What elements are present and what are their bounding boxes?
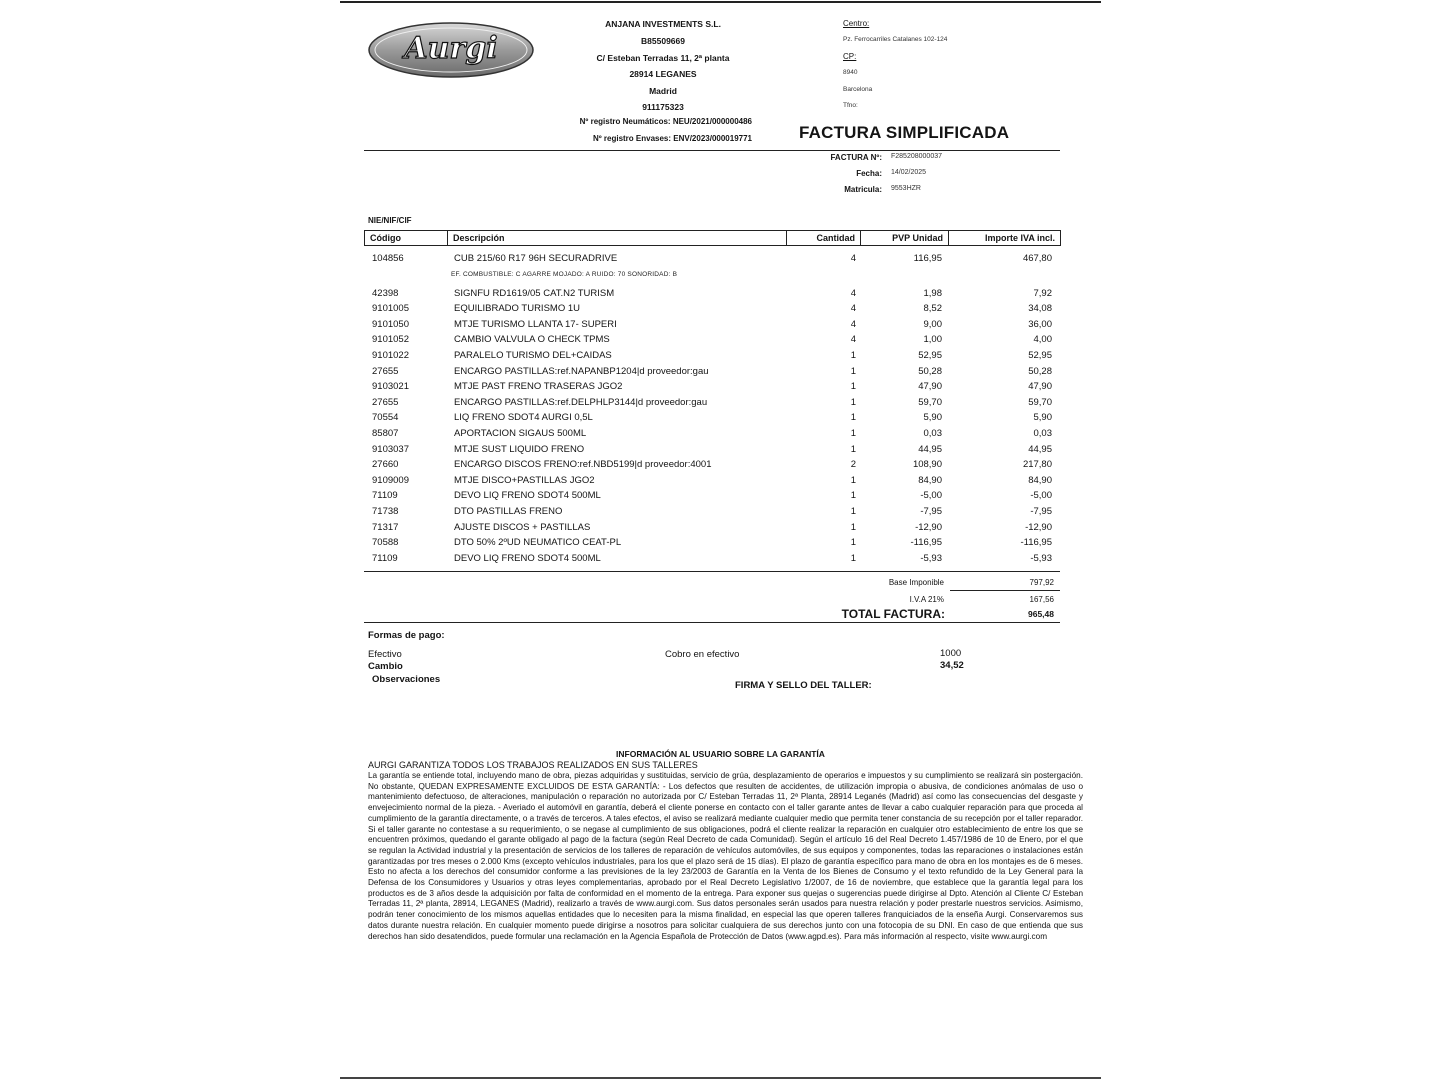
row-unit-price: 116,95	[913, 253, 942, 264]
row-code: 27655	[372, 365, 399, 377]
legal-subtitle: AURGI GARANTIZA TODOS LOS TRABAJOS REALIZADOS EN SUS TALLERES	[368, 760, 698, 770]
total-value: 965,48	[1028, 609, 1054, 619]
table-row	[364, 319, 1060, 335]
table-row	[364, 553, 1060, 569]
row-code: 42398	[372, 287, 399, 299]
row-quantity: 1	[850, 349, 856, 361]
table-row	[364, 522, 1060, 538]
row-quantity: 4	[850, 287, 856, 299]
row-description: SIGNFU RD1619/05 CAT.N2 TURISM	[454, 287, 615, 299]
table-row	[364, 366, 1060, 382]
company-cif: B85509669	[641, 36, 685, 46]
row-code: 27655	[372, 396, 399, 408]
row-unit-price: 9,00	[923, 318, 942, 330]
row-description: DEVO LIQ FRENO SDOT4 500ML	[454, 490, 601, 502]
row-quantity: 1	[850, 537, 856, 549]
row-quantity: 4	[850, 253, 856, 264]
row-code: 71738	[372, 505, 399, 517]
row-total: 217,80	[1022, 459, 1052, 471]
items-table-body	[364, 253, 1060, 568]
row-code: 9101022	[372, 349, 409, 361]
cambio-value: 34,52	[940, 660, 964, 671]
fecha-label: Fecha:	[856, 169, 882, 178]
legal-body: La garantía se entiende total, incluyendo mano de obra, piezas adquiridas y sustituidas, servicio de grúa, desplazamiento de operarios e impuestos y su cumplimiento se realizará sin postergación. No obstante, QUEDAN EXPRESAMENTE EXCLUIDOS DE ESTA GARANTÍA: - Los defectos que resulten de accidentes, de utilización impropia o abusiva, de condiciones anómalas de uso o mantenimiento defectuoso, de alteraciones, manipulación o reparación no autorizada por C/ Esteban Terradas 11, 2ª Planta, 28914 Leganés (Madrid) así como las consecuencias del desgaste y envejecimiento normal de la pieza. - Averiado el automóvil en garantía, deberá el cliente ponerse en contacto con el taller garante antes de llevar a cabo cualquier reparación para que proceda al cumplimiento de la garantía directamente, o a través de terceros. A tales efectos, el aviso se realizará mediante cualquier medio que permita tener constancia de su recepción por el taller reparador. Si el taller garante no contestase a su requerimiento, o se negase al cumplimiento de sus obligaciones, podrá el cliente realizar la reparación en cualquier otro establecimiento de entre los que se encuentren próximos, quedando el garante obligado al pago de la factura (según Real Decreto de cada Comunidad). Según el artículo 16 del Real Decreto 1.457/1986 de 10 de Enero, por el que se regulan la Actividad industrial y la presentación de servicios de los talleres de reparación de vehículos automóviles, de sus equipos y componentes, todas las reparaciones o instalaciones están garantizadas por tres meses o 2.000 Kms (excepto vehículos industriales, para los que el plazo será de 15 días). El plazo de garantía específico para mano de obra en los montajes es de 6 meses. Esto no afecta a los derechos del consumidor conforme a las previsiones de la ley 23/2003 de Garantía en la Venta de los Bienes de Consumo y el texto refundido de la Ley General para la Defensa de los Consumidores y Usuarios y otras leyes complementarias, aprobado por el Real Decreto Legislativo 1/2007, de 16 de noviembre, que establece que la garantía legal para los productos es de 3 años desde la adquisición por falta de conformidad en el momento de la entrega. Para exponer sus quejas o sugerencias puede dirigirse al Dpto. Atención al Cliente C/ Esteban Terradas 11, 2ª planta, 28914, LEGANES (Madrid), realizarlo a través de www.aurgi.com. Sus datos personales serán usados para nuestra relación y poder prestarle nuestros servicios. Asimismo, podrán tener conocimiento de los mismos aquellas entidades que lo necesiten para la misma finalidad, en especial las que operen talleres franquiciados de la enseña Aurgi. Conservaremos sus datos durante nuestra relación. En cualquier momento puede dirigirse a nosotros para solicitar cualquiera de sus derechos junto con una fotocopia de su DNI. En caso de que entienda que sus derechos han sido desatendidos, puede formular una reclamación en la Agencia Española de Protección de Datos (www.agpd.es). Para más información al respecto, visite www.aurgi.com	[368, 771, 1083, 941]
header-divider	[364, 150, 1060, 151]
row-unit-price: 0,03	[923, 427, 942, 439]
row-unit-price: 44,95	[918, 443, 942, 455]
table-row	[364, 381, 1060, 397]
firma-label: FIRMA Y SELLO DEL TALLER:	[735, 680, 872, 691]
row-total: 47,90	[1028, 381, 1052, 393]
row-description: CAMBIO VALVULA O CHECK TPMS	[454, 334, 610, 346]
row-unit-price: 1,98	[923, 287, 942, 299]
table-row	[364, 537, 1060, 553]
row-unit-price: 1,00	[923, 334, 942, 346]
aurgi-logo	[368, 20, 535, 80]
iva-label: I.V.A 21%	[909, 595, 944, 604]
row-total: 0,03	[1033, 427, 1052, 439]
row-total: -12,90	[1025, 521, 1052, 533]
table-row	[364, 397, 1060, 413]
row-code: 9103037	[372, 443, 409, 455]
totals-bottom-line	[364, 622, 1060, 623]
col-desc: Descripción	[448, 231, 787, 246]
row-unit-price: 84,90	[918, 474, 942, 486]
total-label: TOTAL FACTURA:	[841, 607, 945, 621]
centro-label: Centro:	[843, 19, 870, 28]
row-description: MTJE PAST FRENO TRASERAS JGO2	[454, 381, 623, 393]
row-total: 44,95	[1028, 443, 1052, 455]
row-description: MTJE SUST LIQUIDO FRENO	[454, 443, 585, 455]
row-description: MTJE TURISMO LLANTA 17- SUPERI	[454, 318, 617, 330]
row-code: 27660	[372, 459, 399, 471]
row-quantity: 1	[850, 427, 856, 439]
company-city: 28914 LEGANES	[629, 69, 697, 79]
row-unit-price: -5,93	[920, 552, 942, 564]
city-value: Barcelona	[843, 86, 873, 93]
top-border	[340, 1, 1101, 3]
row-total: 7,92	[1033, 287, 1052, 299]
row-quantity: 1	[850, 521, 856, 533]
reg-envases: Nº registro Envases: ENV/2023/000019771	[592, 134, 752, 143]
row-total: 4,00	[1033, 334, 1052, 346]
row-total: -5,00	[1030, 490, 1052, 502]
company-name: ANJANA INVESTMENTS S.L.	[605, 19, 721, 29]
row-unit-price: -116,95	[910, 537, 942, 549]
items-table-header	[364, 230, 1061, 246]
row-unit-price: 5,90	[923, 412, 942, 424]
row-quantity: 1	[850, 381, 856, 393]
row-description: MTJE DISCO+PASTILLAS JGO2	[454, 474, 595, 486]
row-unit-price: 47,90	[918, 381, 942, 393]
col-unit: PVP Unidad	[861, 231, 949, 246]
row-unit-price: 108,90	[912, 459, 942, 471]
row-unit-price: 52,95	[918, 349, 942, 361]
row-code: 9109009	[372, 474, 409, 486]
matricula-label: Matricula:	[844, 185, 882, 194]
row-quantity: 1	[850, 365, 856, 377]
row-total: 5,90	[1033, 412, 1052, 424]
row-total: -116,95	[1020, 537, 1052, 549]
company-province: Madrid	[649, 86, 677, 96]
row-unit-price: -12,90	[915, 521, 942, 533]
row-code: 70554	[372, 412, 399, 424]
legal-title: INFORMACIÓN AL USUARIO SOBRE LA GARANTÍA	[616, 749, 825, 759]
row-description: DTO 50% 2ºUD NEUMATICO CEAT-PL	[454, 537, 622, 549]
base-label: Base Imponible	[888, 578, 944, 587]
row-code: 70588	[372, 537, 399, 549]
row-quantity: 2	[850, 459, 856, 471]
table-row	[364, 350, 1060, 366]
table-row	[364, 303, 1060, 319]
table-bottom-line	[364, 571, 1060, 572]
table-row	[364, 288, 1060, 304]
table-row	[364, 428, 1060, 444]
row-total: 52,95	[1028, 349, 1052, 361]
factura-label: FACTURA Nº:	[830, 153, 882, 162]
row-total: 467,80	[1022, 253, 1052, 264]
row-quantity: 1	[850, 490, 856, 502]
company-phone: 911175323	[642, 102, 684, 112]
iva-value: 167,56	[1029, 595, 1054, 604]
row-total: 36,00	[1028, 318, 1052, 330]
document-title: FACTURA SIMPLIFICADA	[799, 123, 1010, 142]
row-total: 50,28	[1028, 365, 1052, 377]
row-quantity: 1	[850, 443, 856, 455]
row-description: CUB 215/60 R17 96H SECURADRIVE	[454, 253, 618, 264]
nie-label: NIE/NIF/CIF	[368, 216, 412, 225]
row-quantity: 1	[850, 412, 856, 424]
table-row	[364, 459, 1060, 475]
row-code: 71109	[372, 552, 398, 564]
reg-neumaticos: Nº registro Neumáticos: NEU/2021/000000486	[579, 117, 752, 126]
row-quantity: 4	[850, 303, 856, 315]
tfno-label: Tfno:	[843, 102, 858, 109]
efectivo-label: Efectivo	[368, 649, 402, 660]
base-line	[950, 590, 1060, 591]
company-address: C/ Esteban Terradas 11, 2ª planta	[596, 53, 730, 63]
row-quantity: 1	[850, 505, 856, 517]
observaciones-label: Observaciones	[372, 674, 441, 685]
row-description: DTO PASTILLAS FRENO	[454, 505, 563, 517]
table-row	[364, 334, 1060, 350]
table-row	[364, 412, 1060, 428]
row-code: 9101050	[372, 318, 409, 330]
row-quantity: 1	[850, 552, 856, 564]
bottom-border	[340, 1077, 1101, 1079]
row-code: 9101005	[372, 303, 409, 315]
row-description: DEVO LIQ FRENO SDOT4 500ML	[454, 552, 601, 564]
table-row	[364, 475, 1060, 491]
table-row	[364, 506, 1060, 522]
row-unit-price: 59,70	[918, 396, 942, 408]
cp-label: CP:	[843, 52, 857, 61]
row-total: -7,95	[1030, 505, 1052, 517]
row-unit-price: 8,52	[923, 303, 942, 315]
table-row	[364, 444, 1060, 460]
row-total: 59,70	[1028, 396, 1052, 408]
row-description: ENCARGO DISCOS FRENO:ref.NBD5199|d proveedor:4001	[454, 459, 712, 471]
row-code: 9103021	[372, 381, 409, 393]
row-quantity: 1	[850, 396, 856, 408]
tyre-label-note: EF. COMBUSTIBLE: C AGARRE MOJADO: A RUIDO: 70 SONORIDAD: B	[451, 271, 678, 278]
cobro-value: 1000	[940, 648, 962, 659]
row-description: APORTACION SIGAUS 500ML	[454, 427, 587, 439]
row-description: EQUILIBRADO TURISMO 1U	[454, 303, 580, 315]
row-unit-price: 50,28	[918, 365, 942, 377]
table-row	[364, 253, 1060, 269]
row-unit-price: -5,00	[920, 490, 942, 502]
payment-title: Formas de pago:	[368, 630, 445, 641]
row-code: 85807	[372, 427, 399, 439]
row-total: -5,93	[1030, 552, 1052, 564]
centro-address: Pz. Ferrocarriles Catalanes 102-124	[843, 36, 948, 43]
col-qty: Cantidad	[787, 231, 861, 246]
row-quantity: 4	[850, 318, 856, 330]
matricula-value: 9553HZR	[891, 185, 921, 192]
row-code: 104856	[372, 253, 404, 264]
row-quantity: 1	[850, 474, 856, 486]
table-row	[364, 490, 1060, 506]
row-total: 34,08	[1028, 303, 1052, 315]
row-description: PARALELO TURISMO DEL+CAIDAS	[454, 349, 612, 361]
col-code: Código	[365, 231, 448, 246]
row-quantity: 4	[850, 334, 856, 346]
row-description: AJUSTE DISCOS + PASTILLAS	[454, 521, 591, 533]
logo-wordmark: Aurgi	[404, 31, 498, 66]
factura-number: F285208000037	[891, 153, 942, 160]
fecha-value: 14/02/2025	[891, 169, 927, 176]
row-total: 84,90	[1028, 474, 1052, 486]
row-unit-price: -7,95	[920, 505, 942, 517]
row-description: LIQ FRENO SDOT4 AURGI 0,5L	[454, 412, 593, 424]
row-code: 9101052	[372, 334, 409, 346]
row-code: 71109	[372, 490, 398, 502]
cobro-label: Cobro en efectivo	[665, 649, 740, 660]
row-description: ENCARGO PASTILLAS:ref.NAPANBP1204|d proveedor:gau	[454, 365, 709, 377]
base-value: 797,92	[1029, 578, 1054, 587]
cp-value: 8940	[843, 69, 858, 76]
row-description: ENCARGO PASTILLAS:ref.DELPHLP3144|d proveedor:gau	[454, 396, 708, 408]
col-total: Importe IVA incl.	[949, 231, 1061, 246]
row-code: 71317	[372, 521, 399, 533]
cambio-label: Cambio	[368, 661, 403, 672]
